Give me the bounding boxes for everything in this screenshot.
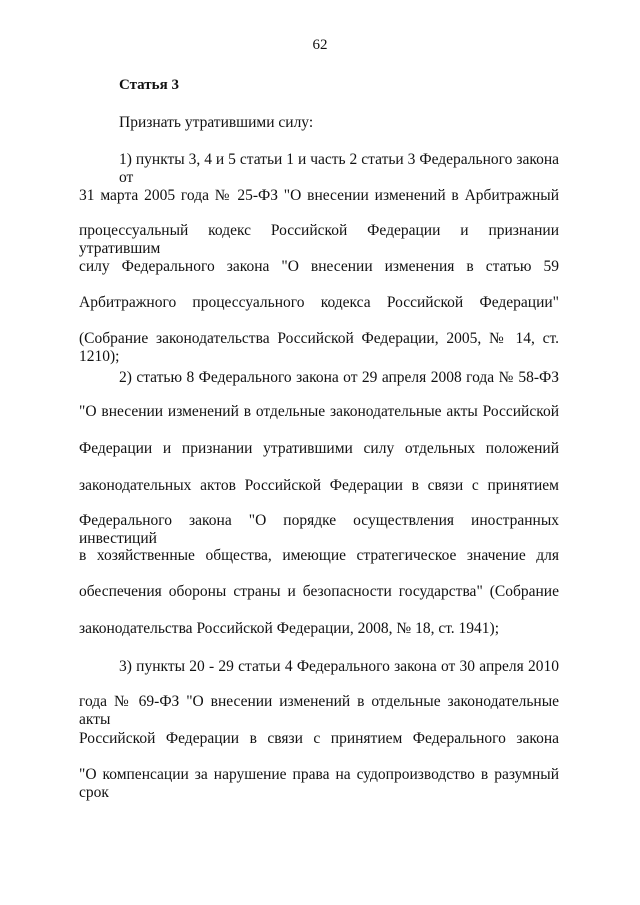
text-line: Арбитражного процессуального кодекса Российской Федерации" — [79, 294, 559, 311]
text-line: 1) пункты 3, 4 и 5 статьи 1 и часть 2 статьи 3 Федерального закона от — [119, 151, 559, 186]
text-line: Российской Федерации в связи с принятием Федерального закона — [79, 730, 559, 747]
text-line: 3) пункты 20 - 29 статьи 4 Федерального закона от 30 апреля 2010 — [119, 658, 559, 675]
article-heading: Статья 3 — [119, 77, 179, 93]
text-line: обеспечения обороны страны и безопасности государства" (Собрание — [79, 583, 559, 600]
text-line: "О компенсации за нарушение права на судопроизводство в разумный срок — [79, 766, 559, 801]
text-line: 2) статью 8 Федерального закона от 29 апреля 2008 года № 58-ФЗ — [119, 369, 559, 386]
text-line: 31 марта 2005 года № 25-ФЗ "О внесении изменений в Арбитражный — [79, 187, 559, 204]
text-line: законодательства Российской Федерации, 2008, № 18, ст. 1941); — [79, 620, 500, 637]
page-number: 62 — [312, 37, 328, 53]
text-line: года № 69-ФЗ "О внесении изменений в отдельные законодательные акты — [79, 693, 559, 728]
text-line: законодательных актов Российской Федерации в связи с принятием — [79, 477, 559, 494]
text-line: процессуальный кодекс Российской Федерации и признании утратившим — [79, 222, 559, 257]
text-line: "О внесении изменений в отдельные законодательные акты Российской — [79, 403, 559, 420]
text-line: силу Федерального закона "О внесении изменения в статью 59 — [79, 258, 559, 275]
text-line: Федерального закона "О порядке осуществления иностранных инвестиций — [79, 512, 559, 547]
text-line: Федерации и признании утратившими силу отдельных положений — [79, 440, 559, 457]
text-line: в хозяйственные общества, имеющие стратегическое значение для — [79, 547, 559, 564]
text-line: Признать утратившими силу: — [119, 114, 314, 131]
text-line: (Собрание законодательства Российской Федерации, 2005, № 14, ст. 1210); — [79, 330, 559, 365]
